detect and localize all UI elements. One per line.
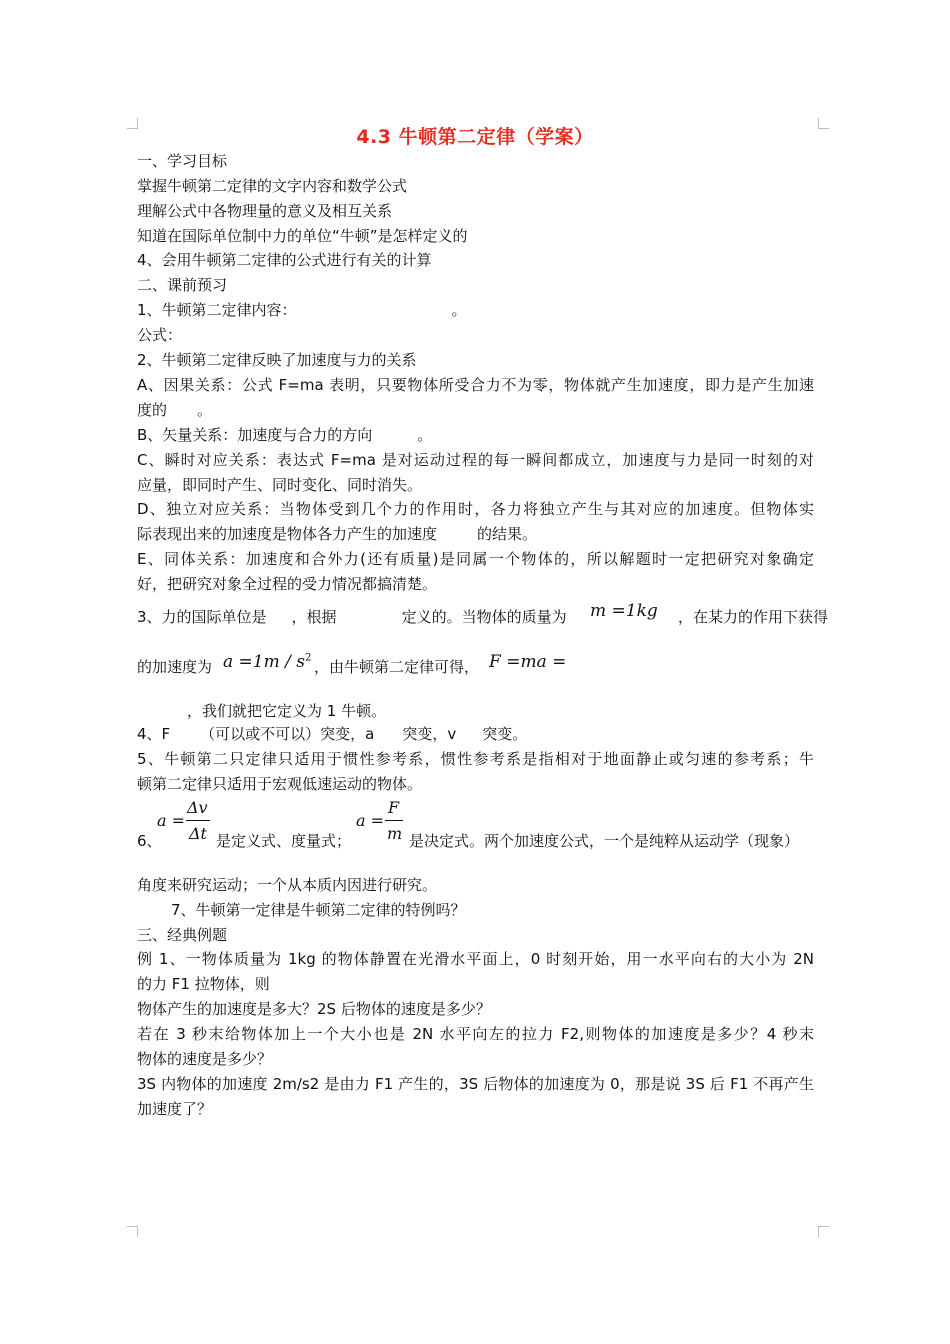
page-corner-bottom-left (127, 1226, 138, 1237)
question-3-text-c: 定义的。当物体的质量为 (401, 608, 567, 626)
example-line: 例 1、一物体质量为 1kg 的物体静置在光滑水平面上，0 时刻开始，用一水平向右的大小为 2N (137, 950, 814, 968)
question-3-line2-text-b: ，由牛顿第二定律可得， (314, 658, 480, 676)
item-e-line1: E、同体关系：加速度和合外力(还有质量)是同属一个物体的，所以解题时一定把研究对象确定 (137, 550, 814, 568)
item-a-line2-text: 度的 (137, 401, 168, 419)
question-7: 7、牛顿第一定律是牛顿第二定律的特例吗？ (171, 901, 466, 919)
item-d-line2-text: 际表现出来的加速度是物体各力产生的加速度 (137, 525, 438, 543)
question-3-text-a: 3、力的国际单位是 (137, 608, 267, 626)
question-6-line2: 角度来研究运动；一个从本质内因进行研究。 (137, 876, 438, 894)
goal-item: 掌握牛顿第二定律的文字内容和数学公式 (137, 177, 408, 195)
section-heading-goals: 一、学习目标 (137, 152, 228, 170)
acceleration-value: a =1m / s (223, 652, 305, 672)
question-2: 2、牛顿第二定律反映了加速度与力的关系 (137, 351, 417, 369)
page-corner-bottom-right (818, 1226, 829, 1237)
mass-formula: m =1kg (590, 601, 658, 621)
item-b-text: B、矢量关系：加速度与合力的方向 (137, 426, 373, 444)
section-heading-examples: 三、经典例题 (137, 926, 228, 944)
example-line: 加速度了？ (137, 1100, 213, 1118)
question-3-line1 (137, 607, 567, 627)
item-a-line2 (137, 400, 212, 420)
question-1-end: 。 (451, 301, 467, 319)
example-line: 若在 3 秒末给物体加上一个大小也是 2N 水平向左的拉力 F2,则物体的加速度是多少？4 秒末 (137, 1025, 814, 1043)
question-3-text-b: ，根据 (291, 608, 337, 626)
question-4-text-b: （可以或不可以）突变，a (200, 725, 375, 743)
question-6-text-end: 是决定式。两个加速度公式，一个是纯粹从运动学（现象） (409, 832, 800, 850)
item-d-line2 (137, 524, 537, 544)
question-4 (137, 724, 527, 744)
question-6-number: 6、 (137, 832, 162, 850)
goal-item: 4、会用牛顿第二定律的公式进行有关的计算 (137, 251, 432, 269)
question-4-text-c: 突变，v (402, 725, 457, 743)
section-heading-preview: 二、课前预习 (137, 276, 228, 294)
page-title: 4.3 牛顿第二定律（学案） (356, 126, 594, 148)
question-6-text-mid: 是定义式、度量式； (216, 832, 352, 850)
item-e-line2: 好，把研究对象全过程的受力情况都搞清楚。 (137, 575, 438, 593)
decision-formula-numerator: F (388, 798, 400, 817)
goal-item: 理解公式中各物理量的意义及相互关系 (137, 202, 393, 220)
decision-formula-lhs: a = (356, 811, 385, 830)
example-line: 物体的速度是多少？ (137, 1050, 273, 1068)
question-3-line3: ，我们就把它定义为 1 牛顿。 (187, 702, 387, 720)
item-a-line1: A、因果关系：公式 F=ma 表明，只要物体所受合力不为零，物体就产生加速度，即力是产生加速 (137, 376, 814, 394)
item-b-line (137, 425, 432, 445)
question-4-text-d: 突变。 (482, 725, 528, 743)
definition-formula-denominator: Δt (189, 824, 207, 843)
question-3-line2-text: 的加速度为 (137, 658, 213, 676)
definition-fraction-bar (186, 820, 210, 821)
decision-fraction-bar (385, 820, 403, 821)
item-c-line2: 应量，即同时产生、同时变化、同时消失。 (137, 476, 423, 494)
definition-formula-numerator: Δv (187, 798, 208, 817)
question-1 (137, 300, 467, 320)
definition-formula-lhs: a = (157, 811, 186, 830)
item-b-end: 。 (417, 426, 433, 444)
question-1-text: 1、牛顿第二定律内容： (137, 301, 297, 319)
question-5-line1: 5、牛顿第二只定律只适用于惯性参考系，惯性参考系是指相对于地面静止或匀速的参考系；牛 (137, 750, 814, 768)
acceleration-exponent: 2 (304, 652, 312, 664)
force-formula: F =ma = (489, 652, 567, 672)
question-4-text-a: 4、F (137, 725, 171, 743)
example-line: 3S 内物体的加速度 2m/s2 是由力 F1 产生的，3S 后物体的加速度为 0，那是说 3S 后 F1 不再产生 (137, 1075, 814, 1093)
acceleration-formula (223, 652, 311, 672)
goal-item: 知道在国际单位制中力的单位“牛顿”是怎样定义的 (137, 227, 468, 245)
item-a-line2-end: 。 (197, 401, 213, 419)
item-d-line1: D、独立对应关系：当物体受到几个力的作用时，各力将独立产生与其对应的加速度。但物体实 (137, 500, 814, 518)
decision-formula-denominator: m (387, 824, 403, 843)
item-d-line2-end: 的结果。 (477, 525, 538, 543)
item-c-line1: C、瞬时对应关系：表达式 F=ma 是对运动过程的每一瞬间都成立，加速度与力是同一时刻的对 (137, 451, 814, 469)
example-line: 的力 F1 拉物体，则 (137, 975, 270, 993)
example-line: 物体产生的加速度是多大？2S 后物体的速度是多少？ (137, 1000, 491, 1018)
question-5-line2: 顿第二定律只适用于宏观低速运动的物体。 (137, 775, 423, 793)
formula-label: 公式： (137, 326, 183, 344)
question-3-text-d: ，在某力的作用下获得 (678, 608, 829, 626)
